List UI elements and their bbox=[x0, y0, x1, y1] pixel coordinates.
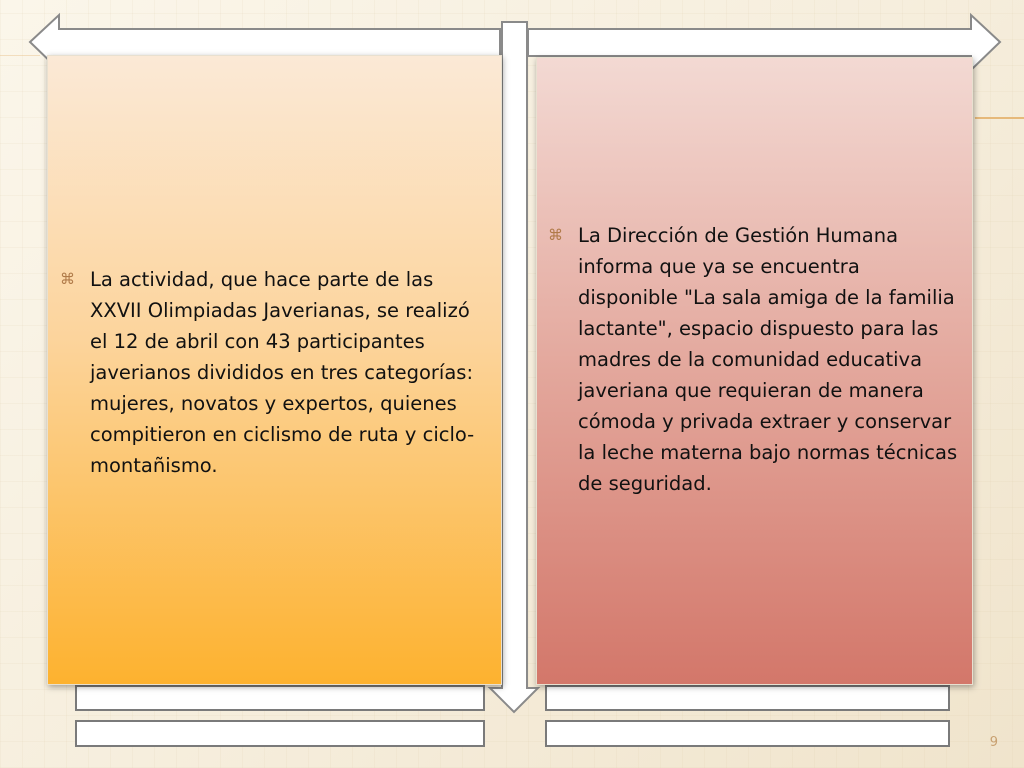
slide-number: 9 bbox=[989, 735, 998, 750]
x-bullet-icon: ⌘ bbox=[60, 270, 75, 288]
footer-bar-left-bottom bbox=[75, 720, 485, 747]
footer-bar-right-bottom bbox=[545, 720, 950, 747]
right-bullet-text: La Dirección de Gestión Humana informa que ya se encuentra disponible "La sala amiga de la familia lactante", espacio dispuesto para las madres de la comunidad educativa javeriana que requieran de manera cómoda y privada extraer y conservar la leche materna bajo normas técnicas de seguridad. bbox=[578, 224, 958, 495]
x-bullet-icon: ⌘ bbox=[548, 226, 563, 244]
right-bullet-item bbox=[548, 220, 963, 499]
left-bullet-text: La actividad, que hace parte de las XXVII Olimpiadas Javerianas, se realizó el 12 de abril con 43 participantes javerianos divididos en tres categorías: mujeres, novatos y expertos, quienes compitieron en ciclismo de ruta y ciclo-montañismo. bbox=[90, 268, 475, 477]
footer-bar-right-top bbox=[545, 685, 950, 711]
left-bullet-item bbox=[60, 264, 490, 481]
footer-bar-left-top bbox=[75, 685, 485, 711]
